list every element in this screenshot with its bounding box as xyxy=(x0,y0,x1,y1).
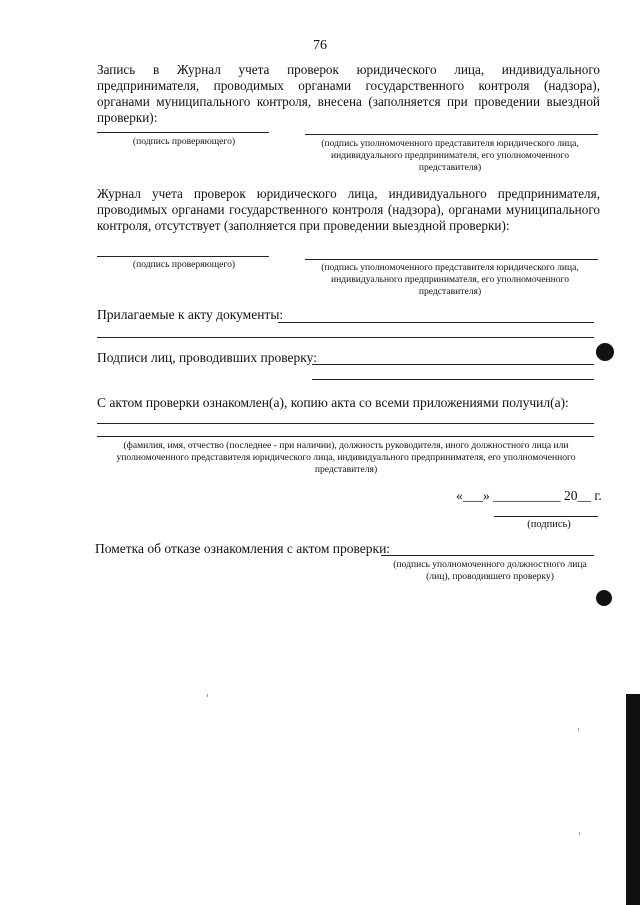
representative-signature-caption-2: (подпись уполномоченного представителя юридического лица, индивидуального предпринимателя, его уполномоченного представителя) xyxy=(321,262,579,297)
inspectors-signatures-label: Подписи лиц, проводивших проверку: xyxy=(97,350,317,365)
inspector-signature-caption-2: (подпись проверяющего) xyxy=(132,259,236,270)
date-close-quote: » xyxy=(483,488,490,503)
acknowledger-signature-line[interactable] xyxy=(494,516,598,517)
representative-signature-line-1[interactable] xyxy=(305,134,598,135)
date-line[interactable] xyxy=(456,488,602,504)
date-open-quote: « xyxy=(456,488,463,503)
date-year-blank[interactable]: __ xyxy=(577,488,591,503)
refusal-caption: (подпись уполномоченного должностного лица (лиц), проводившего проверку) xyxy=(393,559,587,582)
refusal-field[interactable] xyxy=(381,555,594,556)
scan-edge-shadow xyxy=(626,694,640,905)
date-day-blank[interactable]: ___ xyxy=(462,488,483,503)
inspector-signature-caption-1: (подпись проверяющего) xyxy=(132,136,236,147)
inspector-signature-line-2[interactable] xyxy=(97,256,269,257)
acknowledgement-field-1[interactable] xyxy=(97,423,594,424)
refusal-label: Пометка об отказе ознакомления с актом проверки: xyxy=(95,541,391,556)
inspector-signature-field-2[interactable] xyxy=(312,379,594,380)
acknowledgement-caption: (фамилия, имя, отчество (последнее - при наличии), должность руководителя, иного должностного лица или уполномоченного представителя юридического лица, индивидуального предпринимателя, его уполномоченного представителя) xyxy=(116,440,576,475)
scan-speck xyxy=(578,728,579,731)
acknowledgement-field-2[interactable] xyxy=(97,436,594,437)
attached-documents-field[interactable] xyxy=(278,322,594,323)
representative-signature-caption-1: (подпись уполномоченного представителя юридического лица, индивидуального предпринимателя, его уполномоченного представителя) xyxy=(321,138,579,173)
date-month-blank[interactable]: __________ xyxy=(493,488,561,503)
inspector-signature-line-1[interactable] xyxy=(97,132,269,133)
punch-hole-mark xyxy=(596,343,614,361)
inspector-signature-field-1[interactable] xyxy=(312,364,594,365)
attached-documents-label: Прилагаемые к акту документы: xyxy=(97,307,284,322)
page-number: 76 xyxy=(313,38,327,53)
attached-documents-field-2[interactable] xyxy=(97,337,594,338)
acknowledgement-text: С актом проверки ознакомлен(а), копию акта со всеми приложениями получил(а): xyxy=(97,395,569,410)
scan-speck xyxy=(579,832,580,835)
punch-hole-mark xyxy=(596,590,612,606)
journal-entry-text: Запись в Журнал учета проверок юридического лица, индивидуального предпринимателя, проводимых органами государственного контроля (надзора), органами муниципального контроля, внесена (заполняется при проведении выездной проверки): xyxy=(97,62,600,125)
date-year-prefix: 20 xyxy=(564,488,578,503)
journal-absent-text: Журнал учета проверок юридического лица, индивидуального предпринимателя, проводимых органами государственного контроля (надзора), органами муниципального контроля, отсутствует (заполняется при проведении выездной проверки): xyxy=(97,186,600,233)
date-year-suffix: г. xyxy=(594,488,602,503)
acknowledger-signature-caption: (подпись) xyxy=(527,519,571,530)
representative-signature-line-2[interactable] xyxy=(305,259,598,260)
scan-speck xyxy=(207,694,208,697)
